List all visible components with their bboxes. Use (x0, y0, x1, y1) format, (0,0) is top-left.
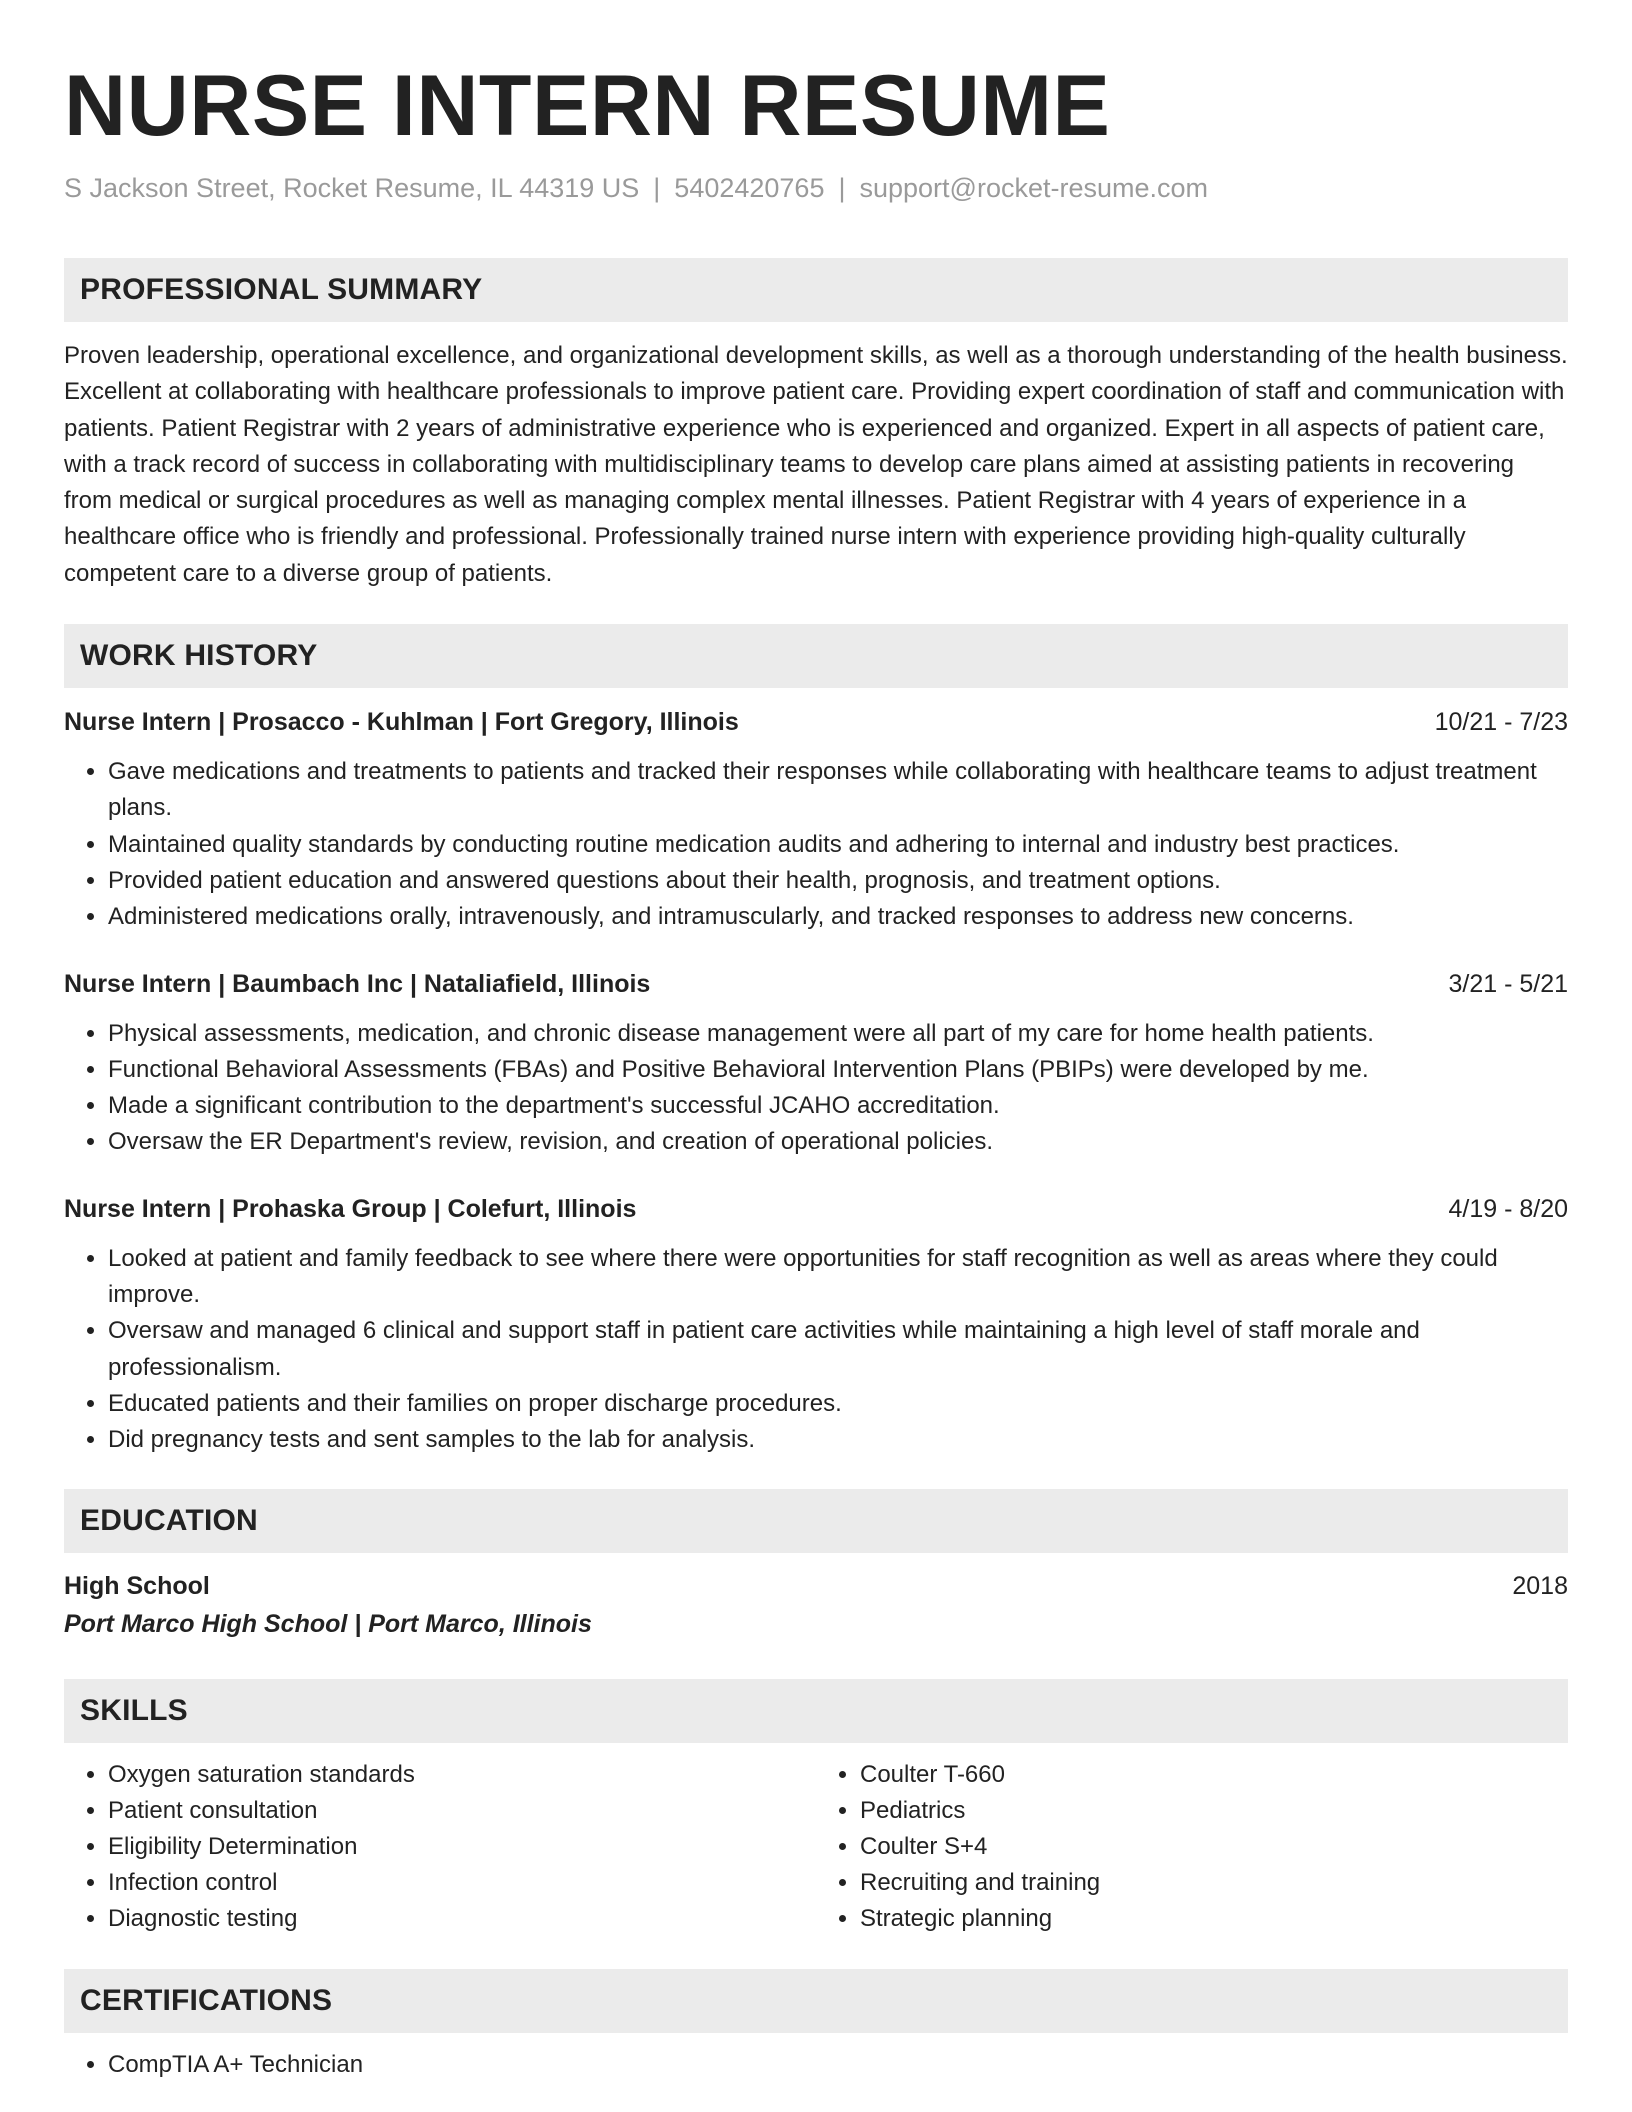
job-heading: Nurse Intern | Prohaska Group | Colefurt, Illinois (64, 1194, 637, 1223)
job-heading-row (64, 1191, 1568, 1227)
education-heading-row (64, 1567, 1568, 1605)
skills-header: SKILLS (64, 1679, 1568, 1743)
job-bullet: • Educated patients and their families on proper discharge procedures. (108, 1386, 1568, 1422)
skill-item: • Diagnostic testing (108, 1901, 816, 1937)
summary-header: PROFESSIONAL SUMMARY (64, 258, 1568, 322)
skill-item: • Pediatrics (860, 1793, 1568, 1829)
contact-line (64, 170, 1568, 206)
summary-section (64, 258, 1568, 592)
job-bullet: • Maintained quality standards by conducting routine medication audits and adhering to internal and industry best practices. (108, 827, 1568, 863)
skill-item: • Coulter S+4 (860, 1829, 1568, 1865)
resume-title: NURSE INTERN RESUME (64, 58, 1111, 154)
skill-item: • Infection control (108, 1865, 816, 1901)
contact-phone: 5402420765 (674, 173, 825, 203)
education-degree: High School (64, 1571, 210, 1600)
skills-grid (64, 1743, 1568, 1937)
job-heading: Nurse Intern | Prosacco - Kuhlman | Fort Gregory, Illinois (64, 708, 739, 737)
job-bullet: • Functional Behavioral Assessments (FBAs) and Positive Behavioral Intervention Plans (PBIPs) were developed by me. (108, 1052, 1568, 1088)
contact-address: S Jackson Street, Rocket Resume, IL 44319 US (64, 173, 640, 203)
job-bullet: • Made a significant contribution to the department's successful JCAHO accreditation. (108, 1088, 1568, 1124)
job-bullets (64, 1016, 1568, 1161)
job-bullet: • Provided patient education and answered questions about their health, prognosis, and treatment options. (108, 863, 1568, 899)
certifications-section (64, 1969, 1568, 2083)
skill-item: • Patient consultation (108, 1793, 816, 1829)
skills-column-left (64, 1757, 816, 1937)
work-history-section (64, 624, 1568, 1458)
contact-separator: | (653, 173, 661, 203)
education-year: 2018 (1512, 1571, 1568, 1600)
education-section (64, 1489, 1568, 1643)
skills-column-right (816, 1757, 1568, 1937)
certifications-header: CERTIFICATIONS (64, 1969, 1568, 2033)
contact-email: support@rocket-resume.com (859, 173, 1209, 203)
job-dates: 4/19 - 8/20 (1448, 1194, 1568, 1223)
job-dates: 3/21 - 5/21 (1448, 969, 1568, 998)
skill-item: • Recruiting and training (860, 1865, 1568, 1901)
certifications-list (64, 2047, 1568, 2083)
skill-item: • Eligibility Determination (108, 1829, 816, 1865)
skill-item: • Strategic planning (860, 1901, 1568, 1937)
job-dates: 10/21 - 7/23 (1434, 708, 1568, 737)
job-entry (64, 966, 1568, 1161)
work-history-header: WORK HISTORY (64, 624, 1568, 688)
job-heading: Nurse Intern | Baumbach Inc | Nataliafield, Illinois (64, 969, 651, 998)
job-bullet: • Looked at patient and family feedback to see where there were opportunities for staff recognition as well as areas where they could improve. (108, 1241, 1568, 1314)
job-heading-row (64, 966, 1568, 1002)
skill-item: • Coulter T-660 (860, 1757, 1568, 1793)
job-bullet: • Oversaw and managed 6 clinical and support staff in patient care activities while maintaining a high level of staff morale and professionalism. (108, 1313, 1568, 1386)
summary-text: Proven leadership, operational excellence, and organizational development skills, as well as a thorough understanding of the health business. Excellent at collaborating with healthcare professionals to improve patient care. Providing expert coordination of staff and communication with patients. Patient Registrar with 2 years of administrative experience who is experienced and organized. Expert in all aspects of patient care, with a track record of success in collaborating with multidisciplinary teams to develop care plans aimed at assisting patients in recovering from medical or surgical procedures as well as managing complex mental illnesses. Patient Registrar with 4 years of experience in a healthcare office who is friendly and professional. Professionally trained nurse intern with experience providing high-quality culturally competent care to a diverse group of patients. (64, 342, 1568, 587)
education-school: Port Marco High School | Port Marco, Illinois (64, 1609, 592, 1638)
skill-item: • Oxygen saturation standards (108, 1757, 816, 1793)
job-bullet: • Oversaw the ER Department's review, revision, and creation of operational policies. (108, 1124, 1568, 1160)
job-entry (64, 704, 1568, 935)
job-bullet: • Did pregnancy tests and sent samples to the lab for analysis. (108, 1422, 1568, 1458)
job-bullet: • Administered medications orally, intravenously, and intramuscularly, and tracked responses to address new concerns. (108, 899, 1568, 935)
job-heading-row (64, 704, 1568, 740)
certification-item: • CompTIA A+ Technician (108, 2047, 1568, 2083)
contact-separator: | (838, 173, 846, 203)
education-header: EDUCATION (64, 1489, 1568, 1553)
job-bullets (64, 754, 1568, 935)
job-bullets (64, 1241, 1568, 1459)
skills-section (64, 1679, 1568, 1937)
job-bullet: • Gave medications and treatments to patients and tracked their responses while collaborating with healthcare teams to adjust treatment plans. (108, 754, 1568, 827)
job-bullet: • Physical assessments, medication, and chronic disease management were all part of my care for home health patients. (108, 1016, 1568, 1052)
job-entry (64, 1191, 1568, 1459)
